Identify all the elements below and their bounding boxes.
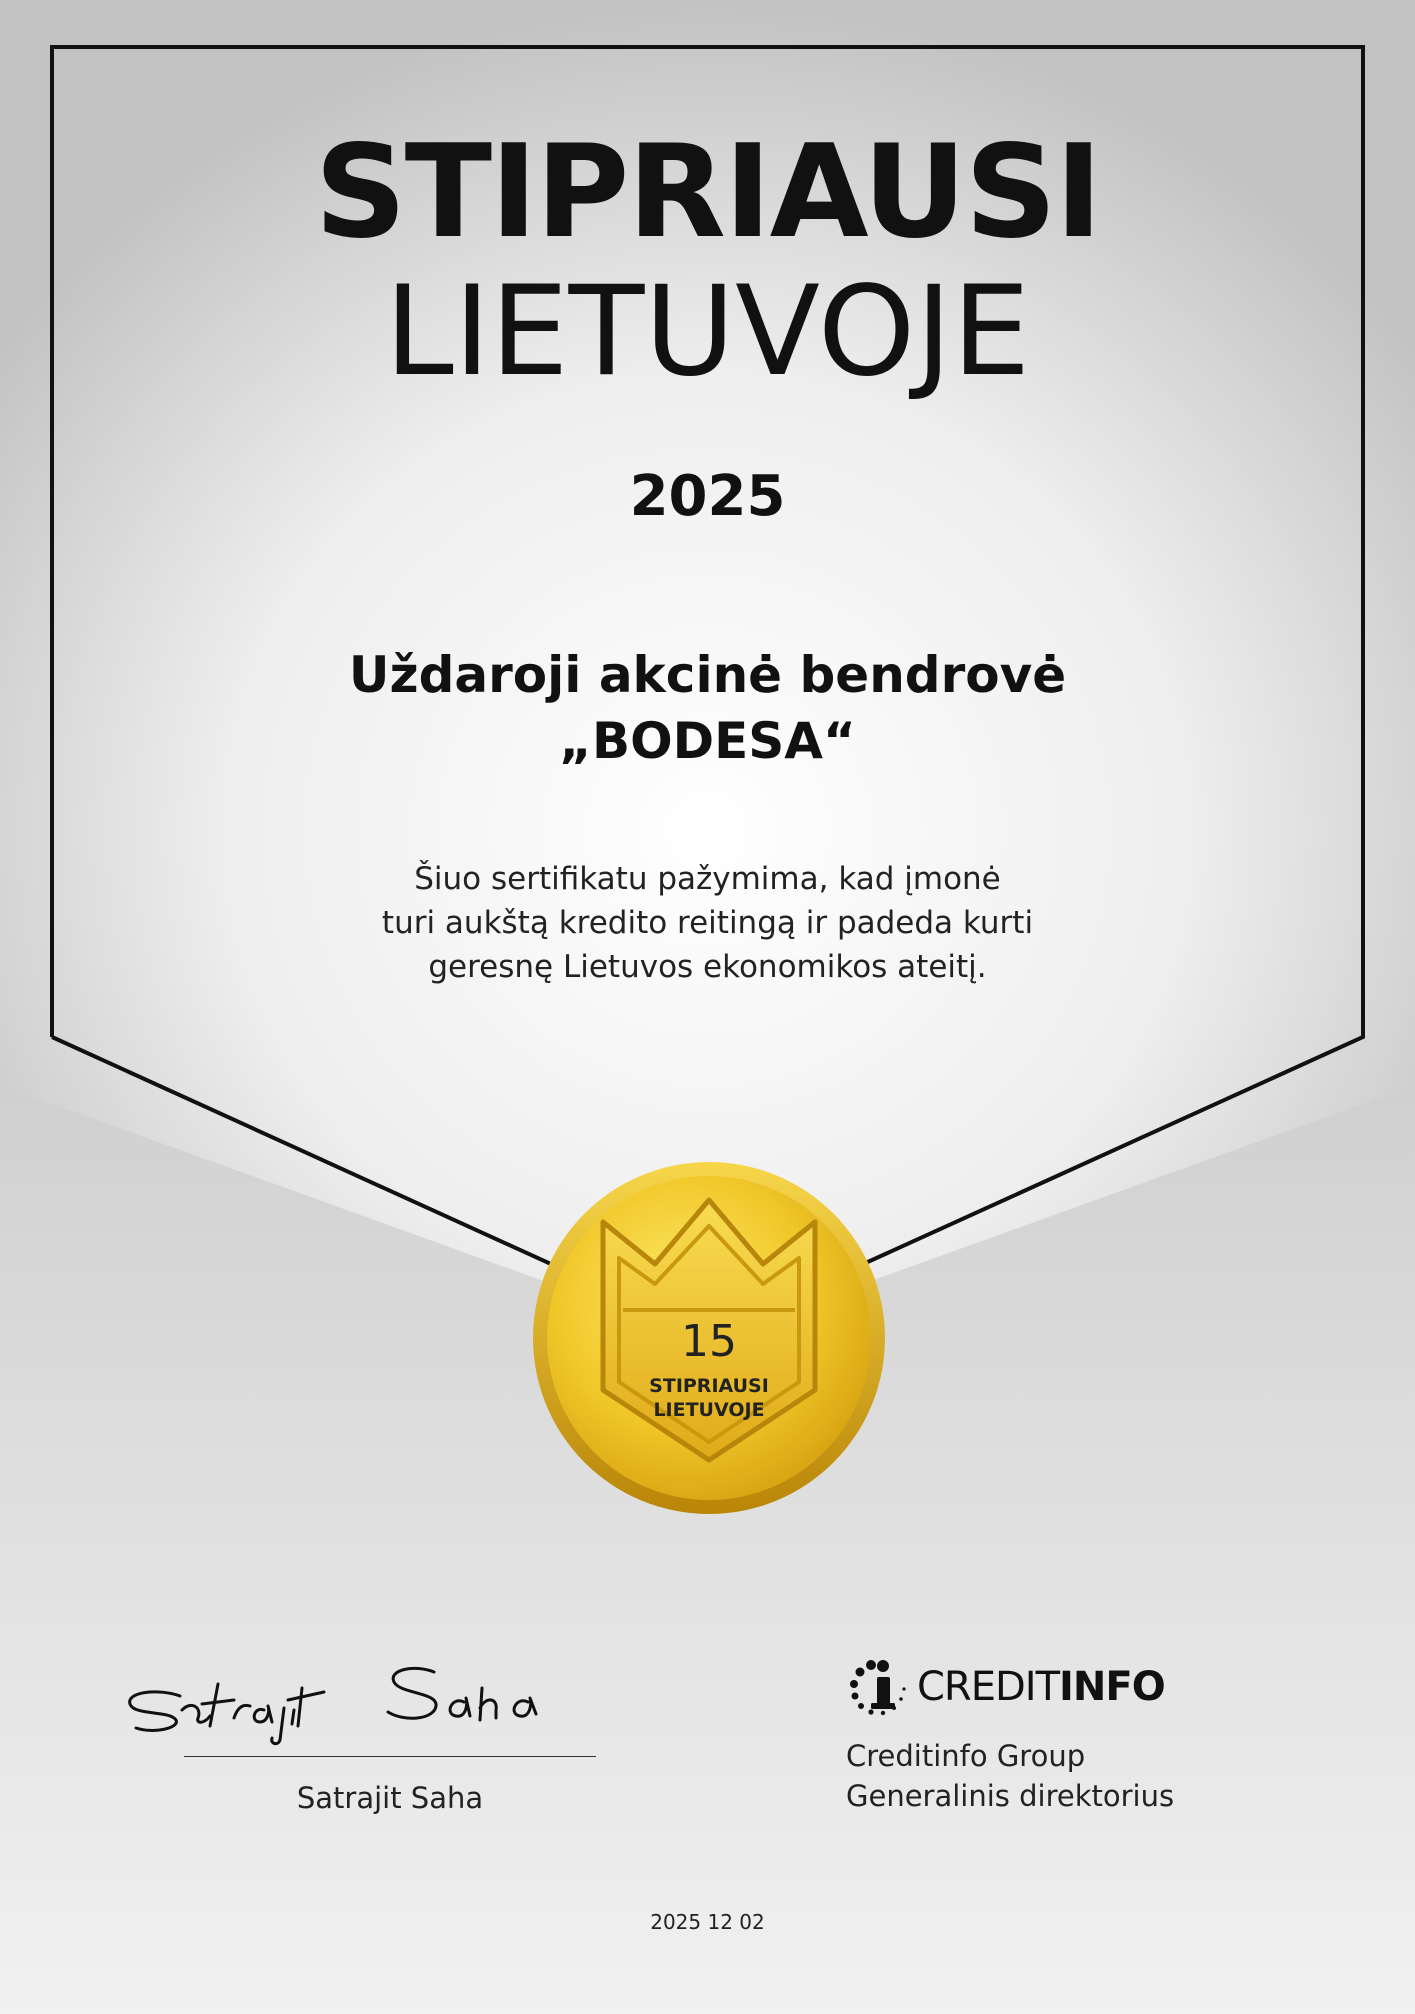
title-line-1: STIPRIAUSI: [314, 118, 1101, 267]
creditinfo-dots-icon: [847, 1656, 911, 1718]
gold-medal-icon: [531, 1160, 887, 1516]
signature-line: [184, 1756, 596, 1757]
description-line-2: turi aukštą kredito reitingą ir padeda kurti: [381, 905, 1034, 941]
award-year: 2025: [629, 464, 786, 529]
logo-text-regular: CREDIT: [917, 1664, 1060, 1710]
signatory-name: Satrajit Saha: [296, 1781, 484, 1815]
signatory-title: Generalinis direktorius: [846, 1779, 1175, 1813]
title-line-2: LIETUVOJE: [384, 260, 1031, 404]
creditinfo-wordmark: [917, 1656, 1165, 1718]
company-name-line-1: Uždaroji akcinė bendrovė: [348, 646, 1067, 704]
description-line-3: geresnę Lietuvos ekonomikos ateitį.: [428, 949, 987, 985]
medal-text-line-1: STIPRIAUSI: [649, 1375, 769, 1397]
handwritten-signature: [118, 1648, 628, 1748]
issue-date: 2025 12 02: [650, 1910, 765, 1934]
company-name-line-2: „BODESA“: [559, 712, 856, 770]
medal-number: 15: [681, 1316, 737, 1367]
certificate-description: [0, 857, 1415, 989]
company-name: [0, 642, 1415, 774]
creditinfo-logo: [847, 1656, 1165, 1718]
organization-name: Creditinfo Group: [846, 1739, 1086, 1773]
organization-block: [846, 1736, 1174, 1816]
medal-text-line-2: LIETUVOJE: [653, 1399, 765, 1421]
description-line-1: Šiuo sertifikatu pažymima, kad įmonė: [414, 861, 1001, 897]
logo-text-bold: INFO: [1059, 1664, 1165, 1710]
